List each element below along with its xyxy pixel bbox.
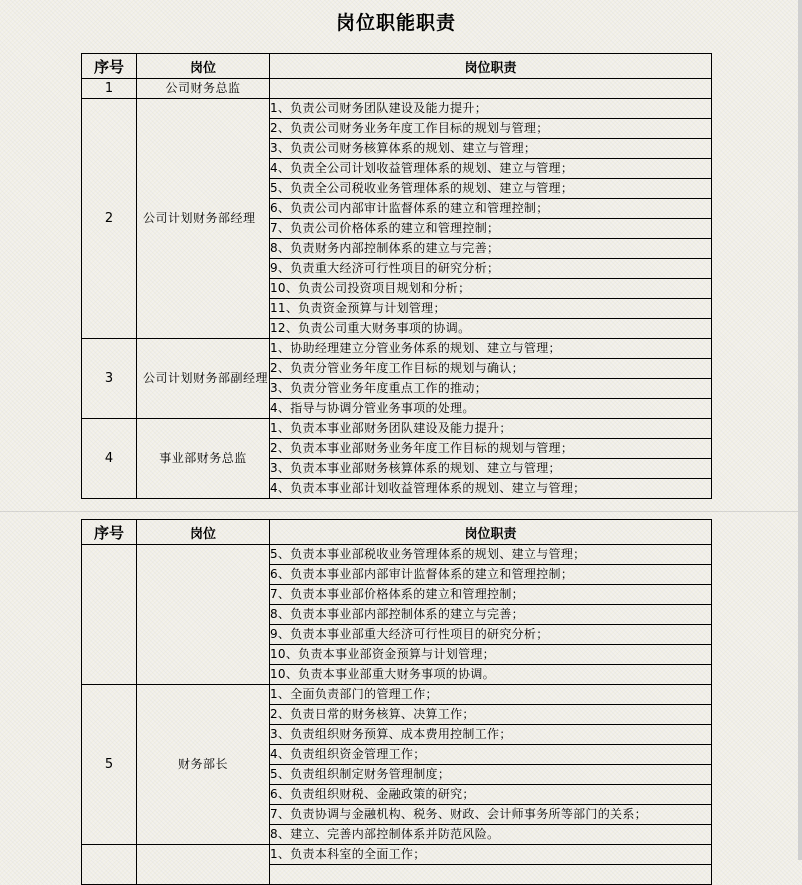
duty-item: 4、负责本事业部计划收益管理体系的规划、建立与管理；	[270, 479, 712, 499]
table-header-row	[82, 520, 712, 545]
row-post: 公司计划财务部经理	[137, 99, 270, 339]
duty-item: 3、负责公司财务核算体系的规划、建立与管理；	[270, 139, 712, 159]
duty-table-1	[81, 53, 712, 499]
duty-item: 4、负责全公司计划收益管理体系的规划、建立与管理；	[270, 159, 712, 179]
duty-item: 1、全面负责部门的管理工作；	[270, 685, 712, 705]
duty-item: 10、负责本事业部重大财务事项的协调。	[270, 665, 712, 685]
table-header-row	[82, 54, 712, 79]
row-post	[137, 545, 270, 685]
table-row	[82, 545, 712, 565]
duty-item: 10、负责本事业部资金预算与计划管理；	[270, 645, 712, 665]
row-no: 5	[82, 685, 137, 845]
page-title: 岗位职能职责	[335, 12, 456, 34]
header-no: 序号	[82, 520, 137, 545]
duty-item: 1、负责本事业部财务团队建设及能力提升；	[270, 419, 712, 439]
duty-item: 4、负责组织资金管理工作；	[270, 745, 712, 765]
duty-item: 11、负责资金预算与计划管理；	[270, 299, 712, 319]
table-row	[82, 339, 712, 359]
duty-item: 2、负责本事业部财务业务年度工作目标的规划与管理；	[270, 439, 712, 459]
header-post: 岗位	[137, 54, 270, 79]
duty-item: 7、负责公司价格体系的建立和管理控制；	[270, 219, 712, 239]
duty-item: 3、负责组织财务预算、成本费用控制工作；	[270, 725, 712, 745]
duty-item: 5、负责本事业部税收业务管理体系的规划、建立与管理；	[270, 545, 712, 565]
duty-item: 5、负责组织制定财务管理制度；	[270, 765, 712, 785]
duty-item: 6、负责本事业部内部审计监督体系的建立和管理控制；	[270, 565, 712, 585]
duty-item: 1、负责本科室的全面工作；	[270, 845, 712, 865]
duty-item: 2、负责分管业务年度工作目标的规划与确认；	[270, 359, 712, 379]
duty-item: 6、负责组织财税、金融政策的研究；	[270, 785, 712, 805]
duty-item: 4、指导与协调分管业务事项的处理。	[270, 399, 712, 419]
row-no	[82, 545, 137, 685]
duty-item: 10、负责公司投资项目规划和分析；	[270, 279, 712, 299]
duty-item: 8、建立、完善内部控制体系并防范风险。	[270, 825, 712, 845]
duty-item	[270, 865, 712, 885]
duty-item: 9、负责本事业部重大经济可行性项目的研究分析；	[270, 625, 712, 645]
row-post: 财务部长	[137, 685, 270, 845]
header-duties: 岗位职责	[270, 54, 712, 79]
duty-item: 8、负责财务内部控制体系的建立与完善；	[270, 239, 712, 259]
duty-item: 3、负责本事业部财务核算体系的规划、建立与管理；	[270, 459, 712, 479]
table-row	[82, 79, 712, 99]
duty-item: 7、负责本事业部价格体系的建立和管理控制；	[270, 585, 712, 605]
duty-item: 1、负责公司财务团队建设及能力提升；	[270, 99, 712, 119]
page-edge-strip	[798, 0, 802, 860]
row-post	[137, 845, 270, 885]
duty-item: 1、协助经理建立分管业务体系的规划、建立与管理；	[270, 339, 712, 359]
row-duty	[270, 79, 712, 99]
duty-table-2	[81, 519, 712, 885]
duty-item: 5、负责全公司税收业务管理体系的规划、建立与管理；	[270, 179, 712, 199]
duty-item: 6、负责公司内部审计监督体系的建立和管理控制；	[270, 199, 712, 219]
table-row	[82, 685, 712, 705]
row-post: 事业部财务总监	[137, 419, 270, 499]
duty-item: 8、负责本事业部内部控制体系的建立与完善；	[270, 605, 712, 625]
row-no	[82, 845, 137, 885]
duty-item: 3、负责分管业务年度重点工作的推动；	[270, 379, 712, 399]
duty-item: 2、负责日常的财务核算、决算工作；	[270, 705, 712, 725]
duty-item: 7、负责协调与金融机构、税务、财政、会计师事务所等部门的关系；	[270, 805, 712, 825]
duty-item: 9、负责重大经济可行性项目的研究分析；	[270, 259, 712, 279]
row-post: 公司财务总监	[137, 79, 270, 99]
header-duties: 岗位职责	[270, 520, 712, 545]
page-break-divider	[0, 511, 798, 512]
row-post: 公司计划财务部副经理	[137, 339, 270, 419]
row-no: 1	[82, 79, 137, 99]
table-row	[82, 419, 712, 439]
row-no: 4	[82, 419, 137, 499]
row-no: 2	[82, 99, 137, 339]
header-no: 序号	[82, 54, 137, 79]
header-post: 岗位	[137, 520, 270, 545]
table-row	[82, 99, 712, 119]
row-no: 3	[82, 339, 137, 419]
duty-item: 12、负责公司重大财务事项的协调。	[270, 319, 712, 339]
duty-item: 2、负责公司财务业务年度工作目标的规划与管理；	[270, 119, 712, 139]
table-row	[82, 845, 712, 865]
